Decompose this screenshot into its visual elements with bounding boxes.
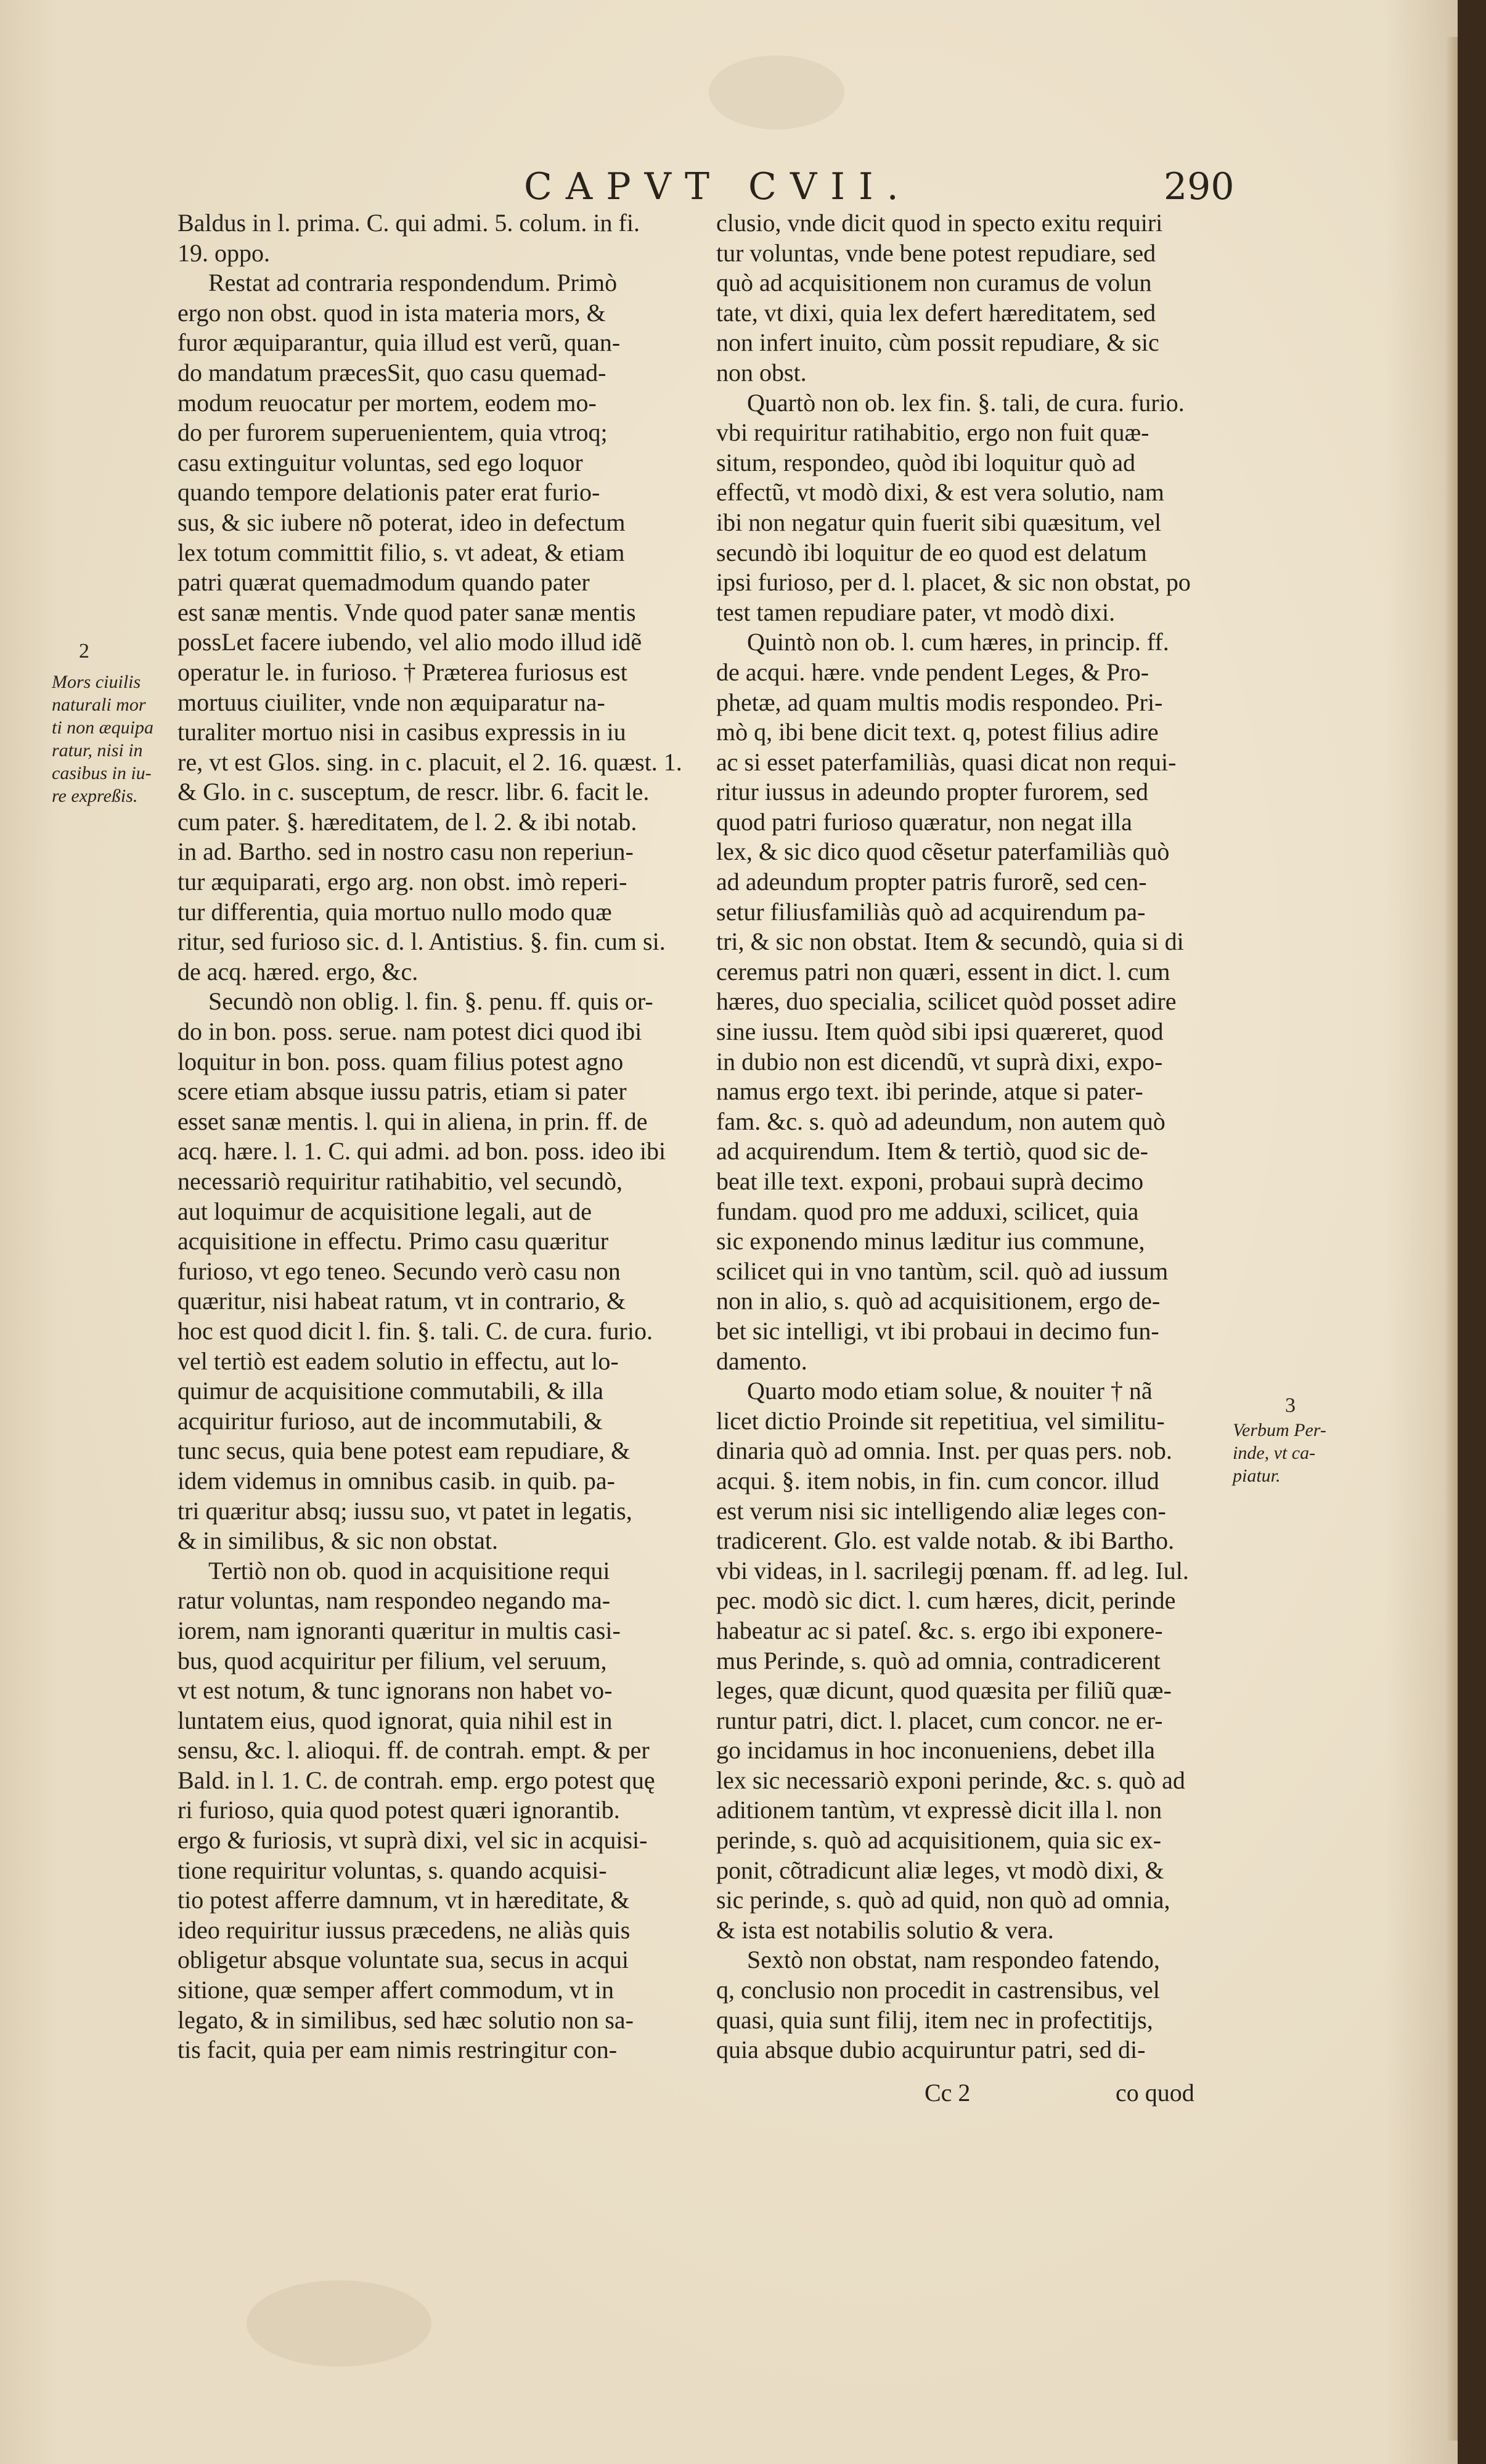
text-line: Tertiò non ob. quod in acquisitione requi: [208, 1556, 610, 1585]
text-line: re, vt est Glos. sing. in c. placuit, el 2. 16. quæst. 1.: [178, 748, 682, 776]
paper-stain: [709, 55, 844, 129]
text-line: effectũ, vt modò dixi, & est vera solutio, nam: [716, 478, 1164, 507]
text-line: patri quærat quemadmodum quando pater: [178, 568, 590, 597]
margin-note-number: 3: [1285, 1394, 1296, 1417]
text-line: hæres, duo specialia, scilicet quòd posset adire: [716, 987, 1177, 1016]
right-column: [716, 208, 1222, 2065]
text-line: tate, vt dixi, quia lex defert hæreditatem, sed: [716, 298, 1156, 327]
margin-note-line: inde, vt ca-: [1233, 1443, 1316, 1463]
text-line: mortuus ciuiliter, vnde non æquiparatur na-: [178, 688, 605, 716]
text-line: perinde, s. quò ad acquisitionem, quia sic ex-: [716, 1826, 1162, 1854]
text-line: tio potest afferre damnum, vt in hæreditate, &: [178, 1886, 630, 1914]
text-line: tri quæritur absq; iussu suo, vt patet in legatis,: [178, 1496, 632, 1525]
text-line: non infert inuito, cùm possit repudiare, & sic: [716, 328, 1159, 357]
text-line: quasi, quia sunt filij, item nec in profectitijs,: [716, 2005, 1153, 2034]
signature-mark: Cc 2: [925, 2079, 971, 2107]
text-line: licet dictio Proinde sit repetitiua, vel similitu-: [716, 1406, 1165, 1435]
text-line: legato, & in similibus, sed hæc solutio non sa-: [178, 2005, 634, 2034]
text-line: est sanæ mentis. Vnde quod pater sanæ mentis: [178, 598, 636, 626]
text-line: luntatem eius, quod ignorat, quia nihil est in: [178, 1706, 613, 1734]
text-line: acq. hære. l. 1. C. qui admi. ad bon. poss. ideo ibi: [178, 1137, 666, 1165]
margin-note-right: [1233, 1419, 1356, 1487]
text-line: in dubio non est dicendũ, vt suprà dixi, expo-: [716, 1047, 1163, 1075]
text-line: ritur iussus in adeundo propter furorem, sed: [716, 778, 1148, 806]
text-line: scilicet qui in vno tantùm, scil. quò ad iussum: [716, 1257, 1169, 1285]
text-line: test tamen repudiare pater, vt modò dixi.: [716, 598, 1116, 626]
text-line: Quartò non ob. lex fin. §. tali, de cura. furio.: [747, 388, 1185, 417]
text-line: vbi videas, in l. sacrilegij pœnam. ff. ad leg. Iul.: [716, 1556, 1189, 1585]
text-line: ad adeundum propter patris furorẽ, sed cen-: [716, 868, 1147, 896]
text-line: in ad. Bartho. sed in nostro casu non reperiun-: [178, 838, 634, 866]
text-line: necessariò requiritur ratihabitio, vel secundò,: [178, 1167, 623, 1195]
text-line: turaliter mortuo nisi in casibus expressis in iu: [178, 718, 626, 746]
margin-note-line: Verbum Per-: [1233, 1420, 1326, 1440]
text-line: leges, quæ dicunt, quod quæsita per filiũ quæ-: [716, 1676, 1172, 1705]
text-line: habeatur ac si pateſ. &c. s. ergo ibi exponere-: [716, 1616, 1163, 1644]
text-line: phetæ, ad quam multis modis respondeo. Pri-: [716, 688, 1163, 716]
text-line: non obst.: [716, 358, 807, 386]
catchword: co quod: [1116, 2079, 1194, 2107]
text-line: aut loquimur de acquisitione legali, aut de: [178, 1197, 592, 1225]
text-line: ac si esset paterfamiliàs, quasi dicat non requi-: [716, 748, 1177, 776]
text-line: possLet facere iubendo, vel alio modo illud idẽ: [178, 628, 642, 656]
text-line: quod patri furioso quæratur, non negat illa: [716, 807, 1132, 836]
chapter-title: CAPVT CVII.: [524, 165, 912, 208]
text-line: tunc secus, quia bene potest eam repudiare, &: [178, 1437, 631, 1465]
text-line: de acqui. hære. vnde pendent Leges, & Pro-: [716, 658, 1149, 686]
text-line: ratur voluntas, nam respondeo negando ma-: [178, 1586, 611, 1615]
margin-note-line: re expreßis.: [52, 786, 138, 806]
text-line: acquiritur furioso, aut de incommutabili, &: [178, 1406, 603, 1435]
text-line: lex sic necessariò exponi perinde, &c. s. quò ad: [716, 1766, 1185, 1794]
text-line: tri, & sic non obstat. Item & secundò, quia si di: [716, 928, 1184, 956]
text-line: pec. modò sic dict. l. cum hæres, dicit, perinde: [716, 1586, 1176, 1615]
text-line: modum reuocatur per mortem, eodem mo-: [178, 388, 597, 417]
text-line: acqui. §. item nobis, in fin. cum concor. illud: [716, 1466, 1159, 1495]
text-line: do mandatum præcesSit, quo casu quemad-: [178, 358, 606, 386]
text-line: setur filiusfamiliàs quò ad acquirendum pa-: [716, 897, 1146, 926]
page-edge: [1445, 37, 1458, 2441]
text-line: & in similibus, & sic non obstat.: [178, 1527, 499, 1555]
text-line: quimur de acquisitione commutabili, & illa: [178, 1377, 603, 1405]
text-line: sensu, &c. l. alioqui. ff. de contrah. empt. & per: [178, 1736, 650, 1764]
text-line: runtur patri, dict. l. placet, cum concor. ne er-: [716, 1706, 1163, 1734]
text-line: vbi requiritur ratihabitio, ergo non fuit quæ-: [716, 418, 1149, 447]
text-line: beat ille text. exponi, probaui suprà decimo: [716, 1167, 1144, 1195]
text-line: cum pater. §. hæreditatem, de l. 2. & ibi notab.: [178, 807, 637, 836]
text-line: damento.: [716, 1347, 807, 1375]
text-line: Quarto modo etiam solue, & nouiter † nã: [747, 1377, 1153, 1405]
text-line: sine iussu. Item quòd sibi ipsi quæreret, quod: [716, 1018, 1164, 1046]
text-line: Restat ad contraria respondendum. Primò: [208, 269, 618, 297]
text-line: scere etiam absque iussu patris, etiam si pater: [178, 1077, 627, 1106]
text-line: tradicerent. Glo. est valde notab. & ibi Bartho.: [716, 1527, 1175, 1555]
margin-note-line: ti non æquipa: [52, 717, 154, 738]
margin-note-line: piatur.: [1233, 1466, 1281, 1486]
text-line: tur differentia, quia mortuo nullo modo quæ: [178, 897, 612, 926]
text-line: furor æquiparantur, quia illud est verũ, quan-: [178, 328, 621, 357]
text-line: vt est notum, & tunc ignorans non habet vo-: [178, 1676, 613, 1705]
left-column: [178, 208, 683, 2065]
text-line: tione requiritur voluntas, s. quando acquisi-: [178, 1856, 607, 1884]
text-line: Baldus in l. prima. C. qui admi. 5. colum. in fi.: [178, 209, 640, 237]
text-line: Secundò non oblig. l. fin. §. penu. ff. quis or-: [208, 987, 653, 1016]
text-line: acquisitione in effectu. Primo casu quæritur: [178, 1227, 609, 1255]
text-line: do in bon. poss. serue. nam potest dici quod ibi: [178, 1018, 642, 1046]
text-line: fundam. quod pro me adduxi, scilicet, quia: [716, 1197, 1139, 1225]
text-line: sitione, quæ semper affert commodum, vt in: [178, 1976, 614, 2004]
text-line: ipsi furioso, per d. l. placet, & sic non obstat, po: [716, 568, 1191, 597]
text-line: ri furioso, quia quod potest quæri ignorantib.: [178, 1796, 620, 1824]
text-line: sic perinde, s. quò ad quid, non quò ad omnia,: [716, 1886, 1170, 1914]
text-line: obligetur absque voluntate sua, secus in acqui: [178, 1946, 629, 1974]
margin-note-line: ratur, nisi in: [52, 740, 143, 761]
margin-note-number: 2: [79, 640, 89, 663]
text-line: ad acquirendum. Item & tertiò, quod sic de-: [716, 1137, 1148, 1165]
text-line: bus, quod acquiritur per filium, vel seruum,: [178, 1646, 607, 1675]
text-line: idem videmus in omnibus casib. in quib. pa-: [178, 1466, 615, 1495]
text-line: & Glo. in c. susceptum, de rescr. libr. 6. facit le.: [178, 778, 650, 806]
text-line: tur voluntas, vnde bene potest repudiare, sed: [716, 239, 1156, 267]
text-line: go incidamus in hoc inconueniens, debet illa: [716, 1736, 1156, 1764]
text-line: quò ad acquisitionem non curamus de volun: [716, 269, 1152, 297]
text-line: vel tertiò est eadem solutio in effectu, aut lo-: [178, 1347, 619, 1375]
text-line: ibi non negatur quin fuerit sibi quæsitum, vel: [716, 508, 1162, 536]
paper-stain: [247, 2280, 431, 2367]
text-line: sus, & sic iubere nõ poterat, ideo in defectum: [178, 508, 626, 536]
text-line: quando tempore delationis pater erat furio-: [178, 478, 600, 507]
text-line: Sextò non obstat, nam respondeo fatendo,: [747, 1946, 1160, 1974]
text-line: ergo non obst. quod in ista materia mors, &: [178, 298, 606, 327]
margin-note-line: Mors ciuilis: [52, 672, 141, 692]
text-line: loquitur in bon. poss. quam filius potest agno: [178, 1047, 624, 1075]
text-line: non in alio, s. quò ad acquisitionem, ergo de-: [716, 1287, 1161, 1315]
text-line: ideo requiritur iussus præcedens, ne aliàs quis: [178, 1915, 631, 1944]
text-line: ceremus patri non quæri, essent in dict. l. cum: [716, 957, 1170, 985]
text-line: secundò ibi loquitur de eo quod est delatum: [716, 538, 1147, 566]
text-line: mò q, ibi bene dicit text. q, potest filius adire: [716, 718, 1159, 746]
text-line: est verum nisi sic intelligendo aliæ leges con-: [716, 1496, 1166, 1525]
text-line: ponit, cõtradicunt aliæ leges, vt modò dixi, &: [716, 1856, 1164, 1884]
text-line: ritur, sed furioso sic. d. l. Antistius. §. fin. cum si.: [178, 928, 666, 956]
text-line: quia absque dubio acquiruntur patri, sed di-: [716, 2036, 1146, 2064]
text-line: dinaria quò ad omnia. Inst. per quas pers. nob.: [716, 1437, 1172, 1465]
margin-note-left: [52, 671, 160, 807]
text-line: & ista est notabilis solutio & vera.: [716, 1915, 1054, 1944]
text-line: tis facit, quia per eam nimis restringitur con-: [178, 2036, 618, 2064]
text-line: hoc est quod dicit l. fin. §. tali. C. de cura. furio.: [178, 1316, 653, 1345]
text-line: esset sanæ mentis. l. qui in aliena, in prin. ff. de: [178, 1107, 648, 1135]
text-line: namus ergo text. ibi perinde, atque si pater-: [716, 1077, 1143, 1106]
text-line: sic exponendo minus læditur ius commune,: [716, 1227, 1145, 1255]
text-line: q, conclusio non procedit in castrensibus, vel: [716, 1976, 1160, 2004]
text-line: furioso, vt ego teneo. Secundo verò casu non: [178, 1257, 621, 1285]
text-line: Bald. in l. 1. C. de contrah. emp. ergo potest quę: [178, 1766, 655, 1794]
text-line: 19. oppo.: [178, 239, 270, 267]
text-line: operatur le. in furioso. † Præterea furiosus est: [178, 658, 627, 686]
text-line: tur æquiparati, ergo arg. non obst. imò reperi-: [178, 868, 627, 896]
text-line: clusio, vnde dicit quod in specto exitu requiri: [716, 209, 1163, 237]
text-line: do per furorem superuenientem, quia vtroq;: [178, 418, 608, 447]
text-line: iorem, nam ignoranti quæritur in multis casi-: [178, 1616, 621, 1644]
text-line: situm, respondeo, quòd ibi loquitur quò ad: [716, 448, 1135, 476]
text-line: lex totum committit filio, s. vt adeat, & etiam: [178, 538, 625, 566]
text-line: mus Perinde, s. quò ad omnia, contradicerent: [716, 1646, 1161, 1675]
text-line: fam. &c. s. quò ad adeundum, non autem quò: [716, 1107, 1166, 1135]
text-line: lex, & sic dico quod cẽsetur paterfamiliàs quò: [716, 838, 1170, 866]
text-line: aditionem tantùm, vt expressè dicit illa l. non: [716, 1796, 1162, 1824]
margin-note-line: casibus in iu-: [52, 763, 152, 783]
text-line: de acq. hæred. ergo, &c.: [178, 957, 418, 985]
margin-note-line: naturali mor: [52, 695, 146, 715]
page-number: 290: [1164, 165, 1235, 208]
text-line: Quintò non ob. l. cum hæres, in princip. ff.: [747, 628, 1169, 656]
text-line: casu extinguitur voluntas, sed ego loquor: [178, 448, 583, 476]
text-line: ergo & furiosis, vt suprà dixi, vel sic in acquisi-: [178, 1826, 648, 1854]
text-line: bet sic intelligi, vt ibi probaui in decimo fun-: [716, 1316, 1159, 1345]
text-line: quæritur, nisi habeat ratum, vt in contrario, &: [178, 1287, 626, 1315]
